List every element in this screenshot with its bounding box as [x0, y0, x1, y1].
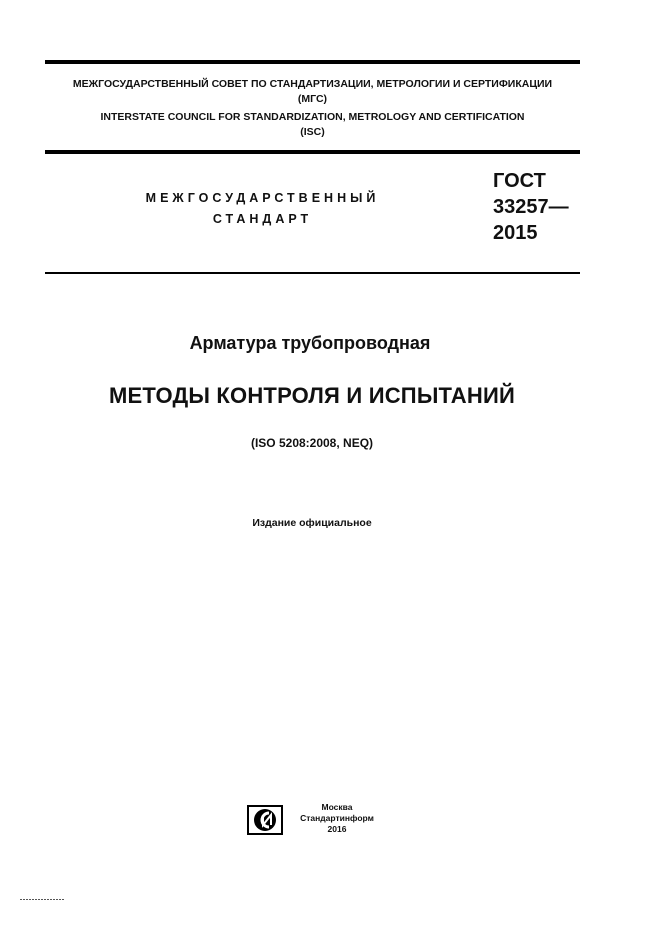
publisher-name: Стандартинформ: [300, 813, 374, 823]
publisher-year: 2016: [327, 824, 347, 834]
gost-designation: [493, 168, 569, 246]
gost-label: ГОСТ: [493, 170, 546, 192]
bottom-rule: [45, 272, 580, 274]
edition-note: Издание официальное: [252, 517, 372, 529]
document-subtitle: Арматура трубопроводная: [189, 333, 431, 353]
council-abbr-en: (ISC): [300, 126, 325, 138]
document-title: МЕТОДЫ КОНТРОЛЯ И ИСПЫТАНИЙ: [108, 383, 516, 408]
iso-reference: (ISO 5208:2008, NEQ): [250, 436, 374, 450]
standard-type-line2: СТАНДАРТ: [212, 212, 313, 226]
publisher-city: Москва: [321, 802, 353, 812]
standard-type: [120, 188, 405, 230]
standard-type-line1: МЕЖГОСУДАРСТВЕННЫЙ: [145, 191, 380, 205]
top-rule: [45, 60, 580, 64]
middle-rule: [45, 150, 580, 154]
council-name-ru-line1: МЕЖГОСУДАРСТВЕННЫЙ СОВЕТ ПО СТАНДАРТИЗАЦИИ, МЕТРОЛОГИИ И СЕРТИФИКАЦИИ: [72, 78, 553, 90]
council-abbr-ru: (МГС): [297, 93, 328, 105]
gost-year: 2015: [493, 222, 538, 244]
publisher-block: [292, 802, 382, 835]
council-name-en-line1: INTERSTATE COUNCIL FOR STANDARDIZATION, METROLOGY AND CERTIFICATION: [100, 111, 525, 123]
standartinform-logo-icon: [247, 805, 283, 835]
council-name-en: [45, 110, 580, 140]
margin-scan-mark: [20, 898, 64, 901]
council-name-ru: [45, 77, 580, 107]
gost-number: 33257—: [493, 196, 569, 218]
